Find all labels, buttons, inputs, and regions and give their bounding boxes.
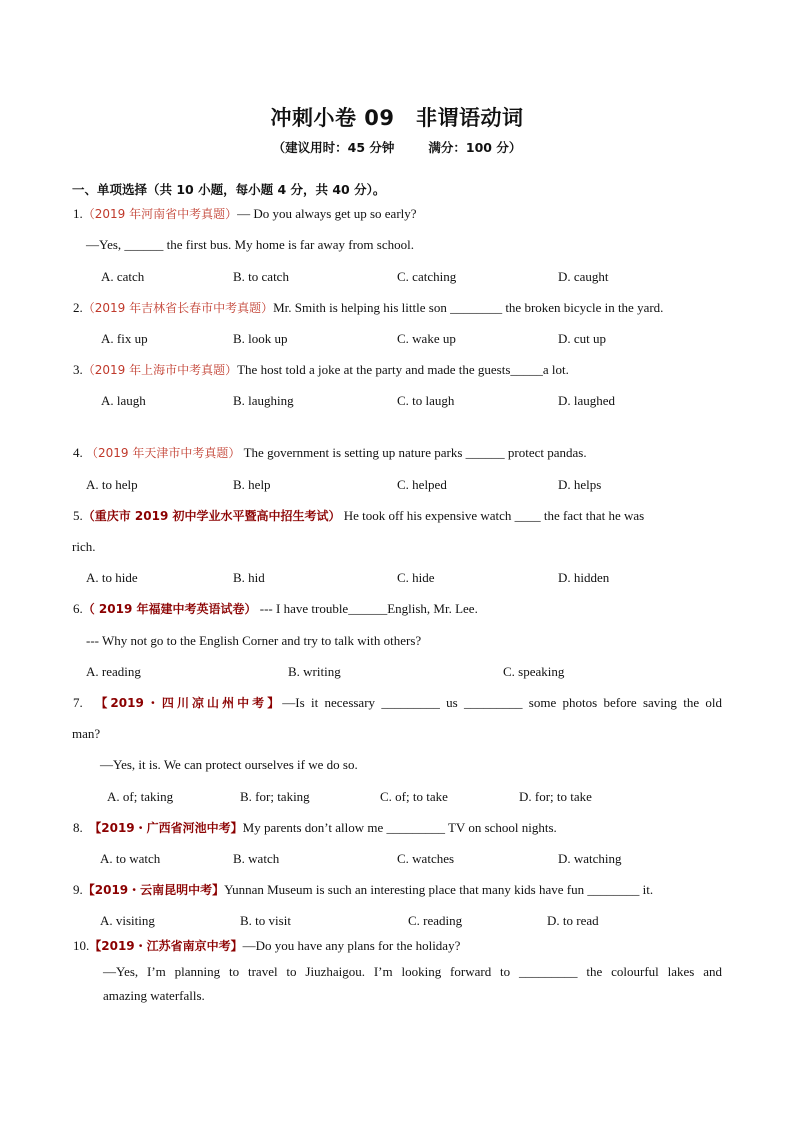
option-b: B. hid — [233, 570, 265, 585]
question-10 — [73, 938, 460, 954]
option-a: A. to watch — [100, 851, 161, 866]
question-6-reply: --- Why not go to the English Corner and try to talk with others? — [86, 633, 422, 648]
question-1 — [73, 206, 417, 222]
question-3 — [73, 362, 569, 378]
question-8 — [73, 820, 557, 836]
question-stem: The government is setting up nature parks ______ protect pandas. — [240, 445, 587, 460]
question-9 — [73, 882, 653, 898]
option-c: C. hide — [397, 570, 435, 585]
question-2 — [73, 300, 663, 316]
option-b: B. look up — [233, 331, 288, 346]
question-source: （2019 年上海市中考真题） — [82, 363, 238, 377]
question-7-continuation: man? — [72, 726, 101, 741]
question-5-continuation: rich. — [72, 539, 96, 554]
question-7 — [73, 695, 722, 711]
question-source: 【2019・云南昆明中考】 — [82, 883, 225, 897]
question-4 — [73, 445, 587, 461]
option-c: C. wake up — [397, 331, 456, 346]
question-number: 10. — [73, 938, 90, 953]
option-a: A. catch — [101, 269, 145, 284]
option-c: C. to laugh — [397, 393, 455, 408]
question-number: 6. — [73, 601, 83, 616]
option-c: C. speaking — [503, 664, 565, 679]
question-source: 【2019・四川凉山州中考】 — [95, 696, 283, 710]
page-title: 冲刺小卷 09 非谓语动词 — [270, 106, 524, 130]
page-subtitle — [0, 138, 794, 156]
option-d: D. helps — [558, 477, 602, 492]
question-number: 8. — [73, 820, 83, 835]
section-heading: 一、单项选择（共 10 小题，每小题 4 分，共 40 分）。 — [72, 182, 386, 197]
question-source: （2019 年河南省中考真题） — [82, 207, 238, 221]
question-source: 【2019・广西省河池中考】 — [89, 821, 243, 835]
question-number: 7. — [73, 695, 83, 710]
question-stem: My parents don’t allow me _________ TV on school nights. — [242, 820, 557, 835]
option-c: C. reading — [408, 913, 463, 928]
option-d: D. cut up — [558, 331, 607, 346]
question-10-continuation: amazing waterfalls. — [103, 988, 205, 1003]
question-5 — [73, 508, 644, 524]
question-source: 【2019・江苏省南京中考】 — [89, 939, 243, 953]
option-d: D. to read — [547, 913, 599, 928]
option-a: A. visiting — [100, 913, 155, 928]
option-c: C. catching — [397, 269, 457, 284]
option-d: D. laughed — [558, 393, 616, 408]
question-stem: — Do you always get up so early? — [237, 206, 417, 221]
option-a: A. to help — [86, 477, 138, 492]
question-number: 9. — [73, 882, 83, 897]
question-source: （2019 年吉林省长春市中考真题） — [82, 301, 274, 315]
option-a: A. reading — [86, 664, 141, 679]
question-source: （2019 年天津市中考真题） — [86, 446, 241, 460]
option-a: A. fix up — [101, 331, 148, 346]
option-a: A. of; taking — [107, 789, 174, 804]
suggested-time: （建议用时：45 分钟 — [272, 140, 395, 155]
question-6 — [73, 601, 478, 617]
question-number: 2. — [73, 300, 83, 315]
question-10-reply: —Yes, I’m planning to travel to Jiuzhaigou. I’m looking forward to _________ the colourful lakes and — [103, 964, 722, 979]
option-b: B. to catch — [233, 269, 289, 284]
option-d: D. for; to take — [519, 789, 592, 804]
question-stem: —Do you have any plans for the holiday? — [242, 938, 461, 953]
question-stem: —Is it necessary _________ us _________ some photos before saving the old — [282, 695, 723, 710]
option-a: A. to hide — [86, 570, 138, 585]
option-c: C. of; to take — [380, 789, 448, 804]
option-a: A. laugh — [101, 393, 146, 408]
question-stem: Yunnan Museum is such an interesting place that many kids have fun ________ it. — [224, 882, 654, 897]
question-source: （ 2019 年福建中考英语试卷） — [82, 602, 257, 616]
question-source: （重庆市 2019 初中学业水平暨高中招生考试） — [82, 509, 341, 523]
question-number: 1. — [73, 206, 83, 221]
option-c: C. watches — [397, 851, 455, 866]
question-1-reply: —Yes, ______ the first bus. My home is far away from school. — [86, 237, 414, 252]
question-number: 4. — [73, 445, 83, 460]
option-c: C. helped — [397, 477, 447, 492]
question-number: 3. — [73, 362, 83, 377]
question-7-reply: —Yes, it is. We can protect ourselves if we do so. — [100, 757, 358, 772]
option-b: B. watch — [233, 851, 280, 866]
option-b: B. for; taking — [240, 789, 310, 804]
option-b: B. to visit — [240, 913, 291, 928]
question-number: 5. — [73, 508, 83, 523]
question-stem: The host told a joke at the party and made the guests_____a lot. — [237, 362, 569, 377]
option-b: B. help — [233, 477, 271, 492]
question-stem: He took off his expensive watch ____ the fact that he was — [340, 508, 645, 523]
option-d: D. watching — [558, 851, 622, 866]
option-b: B. laughing — [233, 393, 294, 408]
option-b: B. writing — [288, 664, 341, 679]
question-stem: --- I have trouble______English, Mr. Lee. — [256, 601, 478, 616]
option-d: D. caught — [558, 269, 609, 284]
question-stem: Mr. Smith is helping his little son ________ the broken bicycle in the yard. — [273, 300, 664, 315]
full-score: 满分：100 分） — [428, 140, 522, 155]
option-d: D. hidden — [558, 570, 610, 585]
